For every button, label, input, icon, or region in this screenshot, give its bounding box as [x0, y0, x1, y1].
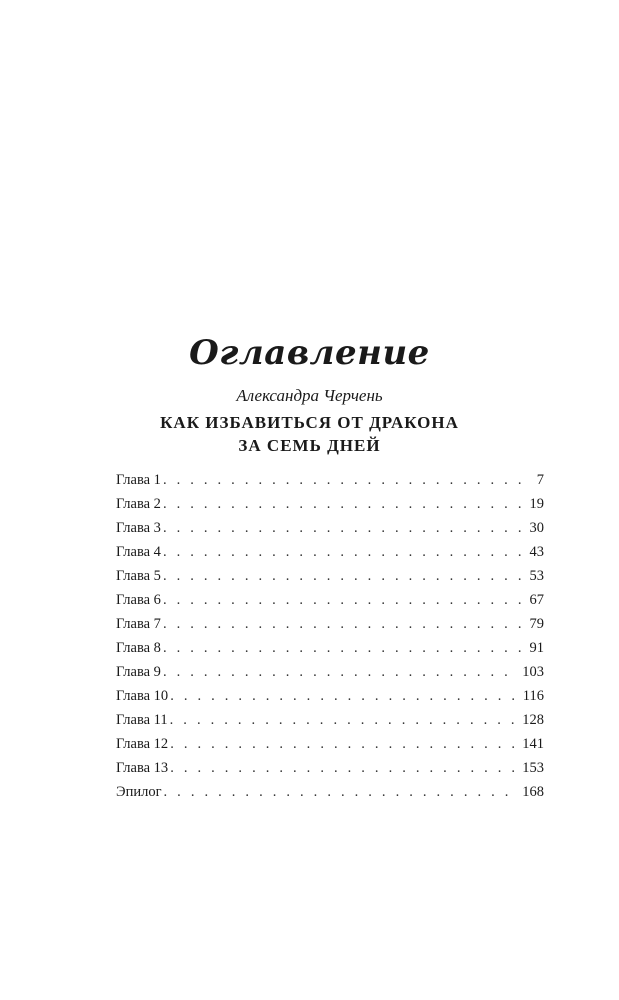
toc-entry-label: Глава 11	[116, 712, 168, 728]
toc-entry-page: 67	[529, 592, 544, 608]
toc-leader-dots	[170, 756, 516, 780]
toc-entry-label: Глава 7	[116, 616, 161, 632]
toc-leader-dots	[163, 516, 524, 540]
toc-entry-label: Глава 1	[116, 472, 161, 488]
toc-entry-label: Глава 5	[116, 568, 161, 584]
table-of-contents	[116, 468, 544, 804]
toc-entry	[116, 756, 544, 780]
toc-entry-label: Эпилог	[116, 784, 162, 800]
toc-leader-dots	[163, 492, 524, 516]
toc-entry-label: Глава 4	[116, 544, 161, 560]
toc-entry-page: 103	[522, 664, 544, 680]
toc-entry-page: 79	[529, 616, 544, 632]
toc-entry-page: 141	[522, 736, 544, 752]
toc-entry-label: Глава 9	[116, 664, 161, 680]
toc-entry-label: Глава 12	[116, 736, 169, 752]
toc-entry	[116, 636, 544, 660]
toc-entry-page: 30	[529, 520, 544, 536]
toc-entry-page: 91	[529, 640, 544, 656]
toc-entry-page: 168	[522, 784, 544, 800]
toc-entry-label: Глава 8	[116, 640, 161, 656]
toc-leader-dots	[163, 588, 524, 612]
toc-entry-label: Глава 6	[116, 592, 161, 608]
author-name: Александра Черчень	[236, 386, 383, 405]
toc-entry	[116, 588, 544, 612]
toc-leader-dots	[170, 732, 516, 756]
toc-entry-page: 128	[522, 712, 544, 728]
toc-entry-label: Глава 3	[116, 520, 161, 536]
toc-entry	[116, 732, 544, 756]
toc-entry	[116, 708, 544, 732]
toc-entry	[116, 564, 544, 588]
toc-entry-label: Глава 2	[116, 496, 161, 512]
toc-entry-page: 43	[529, 544, 544, 560]
toc-entry-page: 7	[536, 472, 544, 488]
toc-leader-dots	[163, 612, 524, 636]
toc-entry-page: 153	[522, 760, 544, 776]
toc-leader-dots	[164, 780, 517, 804]
toc-entry	[116, 612, 544, 636]
toc-entry	[116, 540, 544, 564]
toc-entry	[116, 780, 544, 804]
toc-entry-page: 19	[529, 496, 544, 512]
toc-leader-dots	[163, 468, 531, 492]
page-title: Оглавление	[189, 332, 430, 373]
toc-entry	[116, 660, 544, 684]
toc-entry	[116, 492, 544, 516]
toc-leader-dots	[163, 540, 524, 564]
toc-leader-dots	[163, 636, 524, 660]
book-title	[0, 411, 619, 457]
toc-leader-dots	[163, 564, 524, 588]
toc-leader-dots	[163, 660, 516, 684]
toc-entry	[116, 516, 544, 540]
toc-leader-dots	[170, 684, 517, 708]
toc-leader-dots	[170, 708, 517, 732]
toc-entry-label: Глава 10	[116, 688, 169, 704]
toc-entry	[116, 684, 544, 708]
toc-entry-label: Глава 13	[116, 760, 169, 776]
toc-entry-page: 53	[529, 568, 544, 584]
book-title-line-2: ЗА СЕМЬ ДНЕЙ	[238, 436, 381, 455]
toc-entry	[116, 468, 544, 492]
book-title-line-1: КАК ИЗБАВИТЬСЯ ОТ ДРАКОНА	[160, 413, 459, 432]
toc-entry-page: 116	[522, 688, 544, 704]
